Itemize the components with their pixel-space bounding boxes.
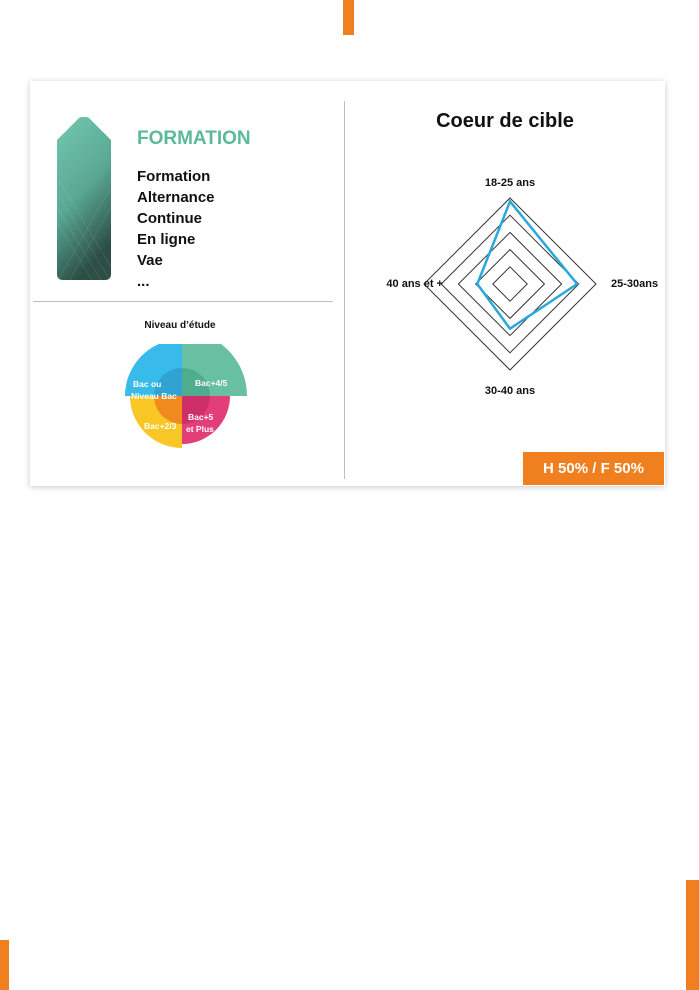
gender-ratio-badge: H 50% / F 50% — [523, 452, 664, 485]
axis-label-bottom: 30-40 ans — [484, 385, 536, 397]
segment-label: Bac+4/5 — [195, 378, 228, 388]
radar-ring — [441, 215, 579, 353]
niveau-title: Niveau d’étude — [144, 320, 216, 331]
horizontal-divider — [33, 301, 333, 302]
top-accent-bar — [343, 0, 354, 35]
niveau-etude-chart — [122, 344, 252, 464]
segment-label: Niveau Bac — [131, 391, 177, 401]
target-profile-card — [30, 81, 665, 486]
radar-series-line — [477, 201, 577, 328]
bottom-right-accent-bar — [686, 880, 699, 990]
radar-title: Coeur de cible — [436, 110, 574, 132]
axis-label-right: 25-30ans — [611, 278, 659, 290]
segment-label: et Plus — [186, 424, 214, 434]
axis-label-top: 18-25 ans — [484, 177, 536, 189]
formation-list — [137, 166, 215, 292]
bottom-left-accent-bar — [0, 940, 9, 990]
formation-item: En ligne — [137, 231, 196, 248]
segment-label: Bac+5 — [188, 412, 214, 422]
radar-ring — [424, 198, 596, 370]
formation-tag-icon — [57, 117, 111, 280]
radar-ring — [458, 232, 561, 335]
formation-item: ... — [137, 273, 150, 290]
axis-label-left: 40 ans et + — [386, 278, 443, 290]
formation-item: Formation — [137, 168, 211, 185]
segment-label: Bac ou — [133, 379, 162, 389]
formation-item: Continue — [137, 210, 202, 227]
formation-title: FORMATION — [137, 128, 251, 149]
formation-item: Alternance — [137, 189, 215, 206]
radar-grid — [424, 198, 596, 370]
segment-label: Bac+2/3 — [144, 421, 177, 431]
radar-ring — [493, 267, 527, 301]
coeur-de-cible-radar-chart — [345, 166, 665, 406]
formation-item: Vae — [137, 252, 163, 269]
